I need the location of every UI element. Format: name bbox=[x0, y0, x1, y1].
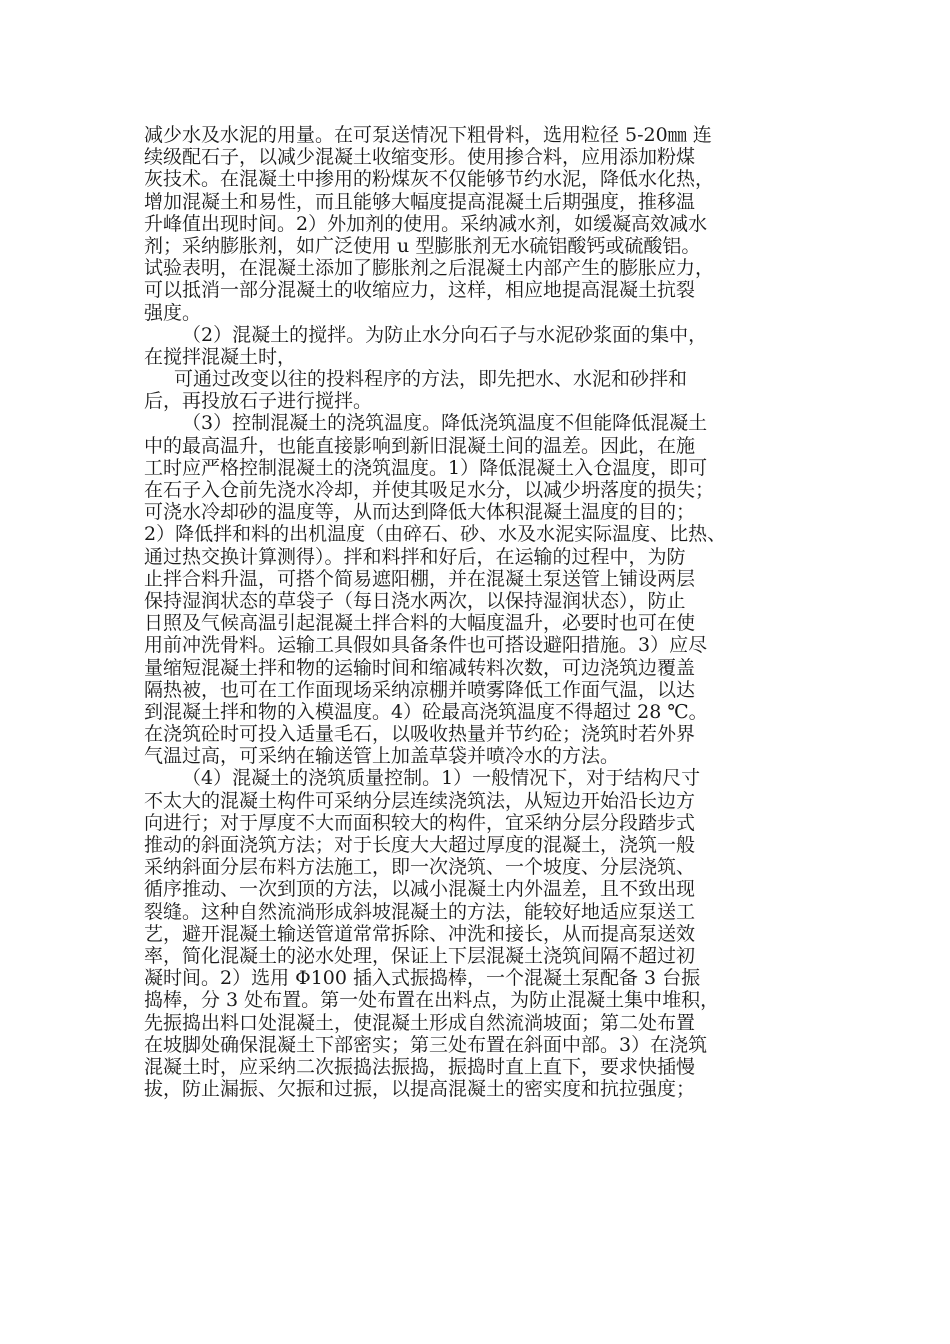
text-line: 隔热被，也可在工作面现场采纳凉棚并喷雾降低工作面气温，以达 bbox=[144, 678, 696, 701]
text-line: 止拌合料升温，可搭个简易遮阳棚，并在混凝土泵送管上铺设两层 bbox=[144, 567, 696, 590]
text-line: 用前冲洗骨料。运输工具假如具备条件也可搭设避阳措施。3）应尽 bbox=[144, 634, 708, 657]
text-line: 后，再投放石子进行搅拌。 bbox=[144, 390, 373, 413]
text-line: 剂；采纳膨胀剂，如广泛使用 u 型膨胀剂无水硫铝酸钙或硫酸铝。 bbox=[144, 234, 701, 257]
text-line: （4）混凝土的浇筑质量控制。1）一般情况下，对于结构尺寸 bbox=[182, 767, 701, 790]
text-line: 在搅拌混凝土时， bbox=[144, 345, 297, 368]
text-line: 推动的斜面浇筑方法；对于长度大大超过厚度的混凝土，浇筑一般 bbox=[144, 834, 696, 856]
text-line: 工时应严格控制混凝土的浇筑温度。1）降低混凝土入仓温度，即可 bbox=[144, 456, 708, 479]
text-line: 循序推动、一次到顶的方法，以减小混凝土内外温差，且不致出现 bbox=[144, 878, 696, 901]
text-line: 采纳斜面分层布料方法施工，即一次浇筑、一个坡度、分层浇筑、 bbox=[144, 856, 696, 879]
text-line: 先振捣出料口处混凝土，使混凝土形成自然流淌坡面；第二处布置 bbox=[144, 1011, 696, 1034]
text-line: 量缩短混凝土拌和物的运输时间和缩减转料次数，可边浇筑边覆盖 bbox=[144, 656, 696, 679]
text-line: 增加混凝土和易性，而且能够大幅度提高混凝土后期强度，推移温 bbox=[144, 190, 696, 213]
text-line: 向进行；对于厚度不大而面积较大的构件，宜采纳分层分段踏步式 bbox=[144, 811, 696, 834]
text-line: 气温过高，可采纳在输送管上加盖草袋并喷冷水的方法。 bbox=[144, 745, 620, 768]
text-line: 日照及气候高温引起混凝土拌合料的大幅度温升，必要时也可在使 bbox=[144, 612, 696, 635]
text-line: 试验表明，在混凝土添加了膨胀剂之后混凝土内部产生的膨胀应力， bbox=[144, 257, 715, 280]
text-line: （2）混凝土的搅拌。为防止水分向石子与水泥砂浆面的集中， bbox=[182, 323, 708, 346]
body-text bbox=[144, 124, 816, 1100]
text-line: 通过热交换计算测得）。拌和料拌和好后，在运输的过程中，为防 bbox=[144, 545, 686, 568]
text-line: 在浇筑砼时可投入适量毛石，以吸收热量并节约砼；浇筑时若外界 bbox=[144, 723, 696, 746]
text-line: 率，简化混凝土的泌水处理，保证上下层混凝土浇筑间隔不超过初 bbox=[144, 944, 696, 967]
text-line: （3）控制混凝土的浇筑温度。降低浇筑温度不但能降低混凝土 bbox=[182, 412, 708, 435]
text-line: 捣棒，分 3 处布置。第一处布置在出料点，为防止混凝土集中堆积， bbox=[144, 989, 720, 1012]
text-line: 凝时间。2）选用 Φ100 插入式振捣棒，一个混凝土泵配备 3 台振 bbox=[144, 967, 701, 990]
text-line: 升峰值出现时间。2）外加剂的使用。采纳减水剂，如缓凝高效减水 bbox=[144, 212, 708, 235]
text-line: 2）降低拌和料的出机温度（由碎石、砂、水及水泥实际温度、比热、 bbox=[144, 523, 727, 546]
text-line: 混凝土时，应采纳二次振捣法振捣，振捣时直上直下，要求快插慢 bbox=[144, 1055, 696, 1078]
text-line: 不太大的混凝土构件可采纳分层连续浇筑法，从短边开始沿长边方 bbox=[144, 789, 696, 812]
text-line: 可浇水冷却砂的温度等，从而达到降低大体积混凝土温度的目的； bbox=[144, 501, 696, 524]
text-line: 保持湿润状态的草袋子（每日浇水两次，以保持湿润状态），防止 bbox=[144, 589, 686, 612]
text-line: 到混凝土拌和物的入模温度。4）砼最高浇筑温度不得超过 28 ℃。 bbox=[144, 700, 708, 723]
text-line: 续级配石子，以减少混凝土收缩变形。使用掺合料，应用添加粉煤 bbox=[144, 146, 696, 169]
text-line: 裂缝。这种自然流淌形成斜坡混凝土的方法，能较好地适应泵送工 bbox=[144, 900, 696, 923]
text-line: 在坡脚处确保混凝土下部密实；第三处布置在斜面中部。3）在浇筑 bbox=[144, 1033, 708, 1056]
text-line: 在石子入仓前先浇水冷却，并使其吸足水分，以减少坍落度的损失； bbox=[144, 479, 715, 501]
text-line: 艺，避开混凝土输送管道常常拆除、冲洗和接长，从而提高泵送效 bbox=[144, 922, 696, 945]
text-line: 灰技术。在混凝土中掺用的粉煤灰不仅能够节约水泥，降低水化热， bbox=[144, 168, 715, 191]
text-line: 拔，防止漏振、欠振和过振，以提高混凝土的密实度和抗拉强度； bbox=[144, 1078, 696, 1101]
text-line: 可以抵消一部分混凝土的收缩应力，这样，相应地提高混凝土抗裂 bbox=[144, 279, 696, 302]
text-line: 强度。 bbox=[144, 301, 202, 324]
text-line: 中的最高温升，也能直接影响到新旧混凝土间的温差。因此，在施 bbox=[144, 434, 696, 457]
text-line: 减少水及水泥的用量。在可泵送情况下粗骨料，选用粒径 5-20㎜ 连 bbox=[144, 124, 712, 146]
text-line: 可通过改变以往的投料程序的方法，即先把水、水泥和砂拌和 bbox=[174, 368, 688, 391]
